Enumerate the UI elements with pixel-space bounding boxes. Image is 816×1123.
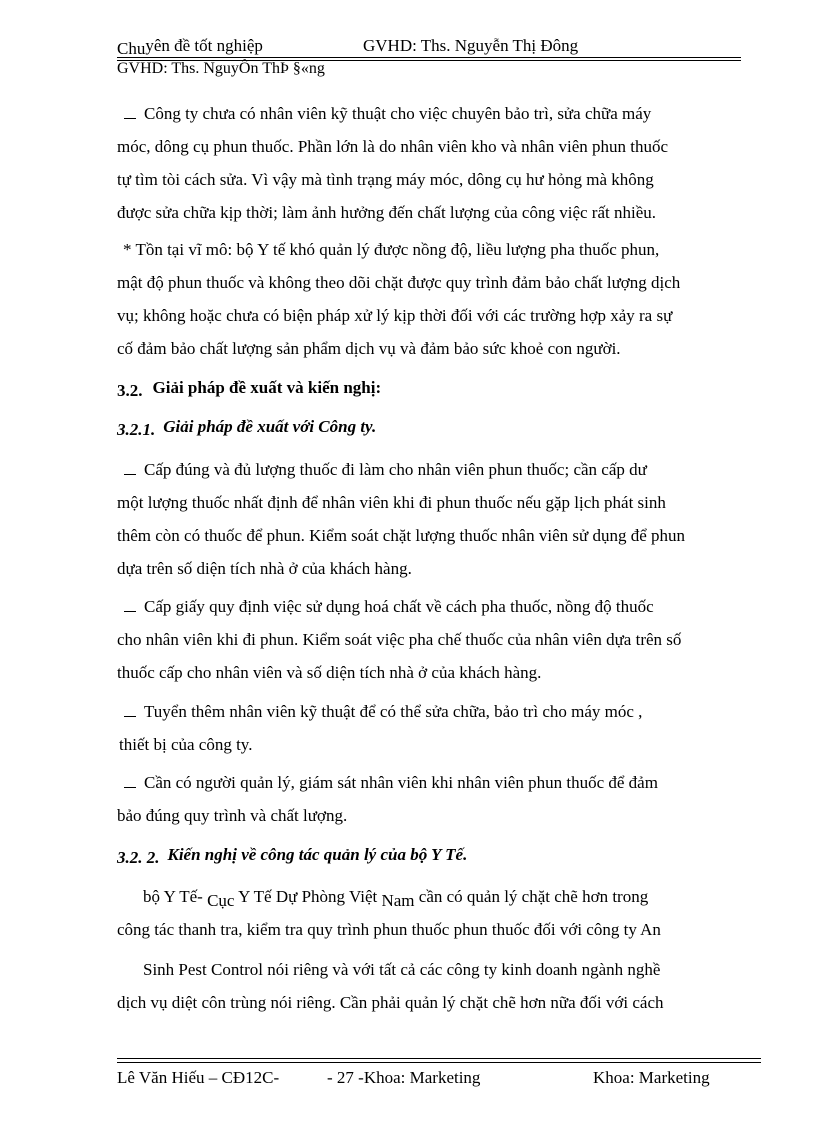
paragraph-line: thiết bị của công ty. bbox=[119, 735, 253, 754]
header-supervisor: GVHD: Ths. Nguyễn Thị Đông bbox=[363, 36, 579, 55]
section-title: Giải pháp đề xuất và kiến nghị: bbox=[152, 378, 382, 397]
paragraph-line bbox=[117, 590, 757, 623]
paragraph-line bbox=[117, 453, 757, 486]
paragraph-line bbox=[117, 695, 757, 728]
paragraph-line bbox=[117, 97, 757, 130]
paragraph-5 bbox=[117, 695, 757, 761]
paragraph-line: bảo đúng quy trình và chất lượng. bbox=[117, 806, 348, 825]
section-heading-3-2-1 bbox=[117, 417, 376, 437]
paragraph-line: công tác thanh tra, kiểm tra quy trình phun thuốc phun thuốc đối với công ty An bbox=[117, 920, 661, 939]
paragraph-line: thêm còn có thuốc để phun. Kiểm soát chặt lượng thuốc nhân viên sử dụng để phun bbox=[117, 526, 685, 545]
paragraph-text: Y Tế Dự Phòng Việt bbox=[234, 887, 382, 906]
bullet-dash bbox=[124, 611, 136, 612]
footer-page-number: - 27 -Khoa: Marketing bbox=[327, 1068, 481, 1087]
paragraph-line: được sửa chữa kịp thời; làm ảnh hưởng đến chất lượng của công việc rất nhiều. bbox=[117, 203, 656, 222]
paragraph-line: móc, dông cụ phun thuốc. Phần lớn là do nhân viên kho và nhân viên phun thuốc bbox=[117, 137, 669, 156]
page-header bbox=[117, 36, 579, 58]
paragraph-line: Sinh Pest Control nói riêng và với tất cả các công ty kinh doanh ngành nghề bbox=[143, 960, 661, 979]
paragraph-line: thuốc cấp cho nhân viên và số diện tích nhà ở của khách hàng. bbox=[117, 663, 542, 682]
section-title: Giải pháp đề xuất với Công ty. bbox=[163, 417, 377, 436]
section-number: 3.2. 2. bbox=[117, 848, 160, 867]
section-title: Kiến nghị về công tác quản lý của bộ Y Tế. bbox=[167, 845, 468, 864]
paragraph-7 bbox=[117, 880, 757, 946]
paragraph-6 bbox=[117, 766, 757, 832]
paragraph-text: bộ Y Tế- bbox=[143, 887, 208, 906]
paragraph-text: Công ty chưa có nhân viên kỹ thuật cho việc chuyên bảo trì, sửa chữa máy bbox=[144, 104, 652, 123]
bullet-dash bbox=[124, 118, 136, 119]
paragraph-text: Cần có người quản lý, giám sát nhân viên khi nhân viên phun thuốc để đảm bbox=[144, 773, 658, 792]
paragraph-3 bbox=[117, 453, 757, 585]
paragraph-line: dịch vụ diệt côn trùng nói riêng. Cần phải quản lý chặt chẽ hơn nữa đối với cách bbox=[117, 993, 664, 1012]
paragraph-text: Tuyển thêm nhân viên kỹ thuật để có thể sửa chữa, bảo trì cho máy móc , bbox=[144, 702, 643, 721]
paragraph-line: cho nhân viên khi đi phun. Kiểm soát việc pha chế thuốc của nhân viên dựa trên số bbox=[117, 630, 682, 649]
paragraph-text: Nam bbox=[381, 891, 415, 910]
section-number: 3.2. bbox=[117, 381, 143, 400]
section-heading-3-2 bbox=[117, 378, 381, 398]
paragraph-1 bbox=[117, 97, 757, 229]
footer-author: Lê Văn Hiếu – CĐ12C- bbox=[117, 1068, 280, 1087]
section-number: 3.2.1. bbox=[117, 420, 156, 439]
paragraph-line bbox=[117, 766, 757, 799]
paragraph-line: vụ; không hoặc chưa có biện pháp xử lý kịp thời đối với các trường hợp xảy ra sự bbox=[117, 306, 673, 325]
footer-department: Khoa: Marketing bbox=[593, 1068, 710, 1087]
footer-rule-top bbox=[117, 1058, 761, 1059]
paragraph-text: Cấp giấy quy định việc sử dụng hoá chất về cách pha thuốc, nồng độ thuốc bbox=[144, 597, 654, 616]
bullet-dash bbox=[124, 716, 136, 717]
bullet-dash bbox=[124, 474, 136, 475]
paragraph-8 bbox=[117, 953, 757, 1019]
paragraph-text: Cục bbox=[207, 891, 235, 910]
paragraph-line: một lượng thuốc nhất định để nhân viên khi đi phun thuốc nếu gặp lịch phát sinh bbox=[117, 493, 666, 512]
paragraph-text: cần có quản lý chặt chẽ hơn trong bbox=[414, 887, 649, 906]
header-title: yên đề tốt nghiệp bbox=[145, 36, 263, 55]
paragraph-line bbox=[117, 880, 757, 913]
section-heading-3-2-2 bbox=[117, 845, 467, 865]
paragraph-line: cố đảm bảo chất lượng sản phẩm dịch vụ và đảm bảo sức khoẻ con người. bbox=[117, 339, 621, 358]
header-title-prefix: Chu bbox=[117, 39, 146, 58]
paragraph-line: * Tồn tại vĩ mô: bộ Y tế khó quản lý được nồng độ, liều lượng pha thuốc phun, bbox=[123, 240, 660, 259]
footer-rule-bottom bbox=[117, 1062, 761, 1063]
paragraph-line: dựa trên số diện tích nhà ở của khách hàng. bbox=[117, 559, 412, 578]
header-rule-top bbox=[117, 57, 741, 58]
paragraph-text: Cấp đúng và đủ lượng thuốc đi làm cho nhân viên phun thuốc; cần cấp dư bbox=[144, 460, 647, 479]
paragraph-2 bbox=[117, 233, 757, 365]
bullet-dash bbox=[124, 787, 136, 788]
paragraph-line: mật độ phun thuốc và không theo dõi chặt được quy trình đảm bảo chất lượng dịch bbox=[117, 273, 681, 292]
paragraph-4 bbox=[117, 590, 757, 689]
paragraph-line: tự tìm tòi cách sửa. Vì vậy mà tình trạng máy móc, dông cụ hư hỏng mà không bbox=[117, 170, 654, 189]
header-supervisor-garbled: GVHD: Ths. NguyÔn ThÞ §«ng bbox=[117, 60, 325, 77]
